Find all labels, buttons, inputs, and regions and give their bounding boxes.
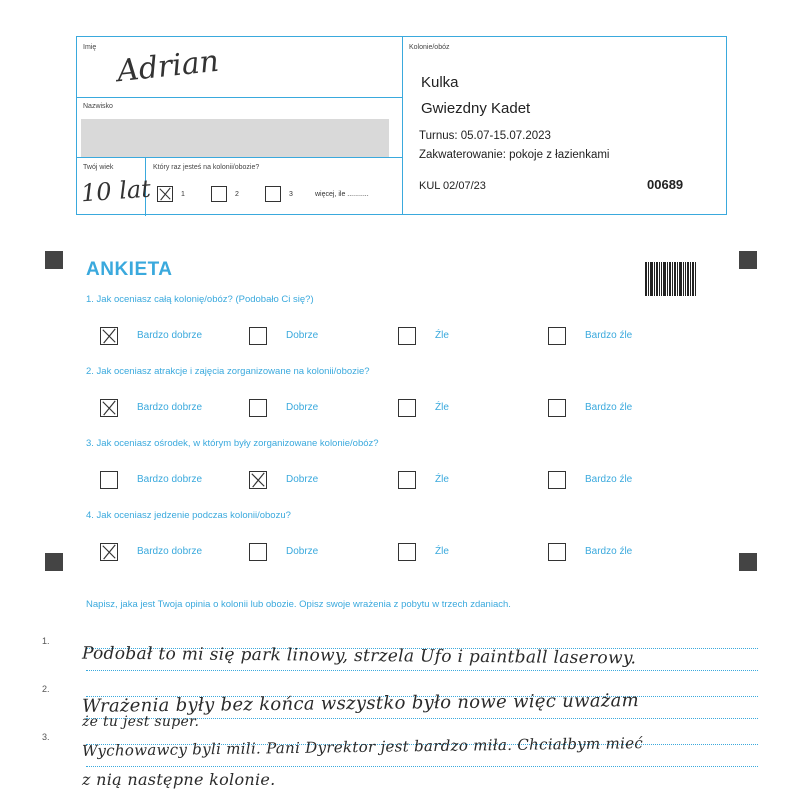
check-x-icon [101, 328, 117, 344]
line-number: 1. [42, 636, 50, 646]
rating-checkbox[interactable] [398, 327, 416, 345]
visit-count-label: 3 [289, 191, 293, 198]
header-row-line [77, 97, 402, 98]
registration-marker [739, 251, 757, 269]
rating-checkbox[interactable] [249, 471, 267, 489]
imie-value: Adrian [115, 43, 221, 90]
check-x-icon [158, 187, 172, 201]
camp-name: Kulka [421, 74, 459, 91]
barcode [645, 262, 700, 296]
rating-checkbox[interactable] [548, 543, 566, 561]
visit-count-label: 1 [181, 191, 185, 198]
registration-marker [739, 553, 757, 571]
rating-option-label: Bardzo źle [585, 330, 633, 341]
rating-option-label: Źle [435, 330, 449, 341]
rating-checkbox[interactable] [249, 543, 267, 561]
camp-program: Gwiezdny Kadet [421, 100, 531, 117]
camp-turnus: Turnus: 05.07-15.07.2023 [419, 130, 551, 142]
rating-checkbox[interactable] [249, 327, 267, 345]
rating-option-label: Bardzo dobrze [137, 546, 203, 557]
line-number: 3. [42, 732, 50, 742]
writing-line [86, 670, 758, 671]
wiek-value: 10 lat [80, 174, 152, 208]
rating-option-label: Dobrze [286, 402, 319, 413]
rating-option-label: Bardzo źle [585, 402, 633, 413]
rating-checkbox[interactable] [100, 471, 118, 489]
rating-option-label: Bardzo dobrze [137, 474, 203, 485]
question-text: 3. Jak oceniasz ośrodek, w którym były zorganizowane kolonie/obóz? [86, 438, 379, 449]
header-row-line [77, 157, 402, 158]
wiecej-label: więcej, ile ........... [315, 191, 369, 198]
answer-line-3b: z nią następne kolonie. [82, 770, 276, 789]
answer-line-3: Wychowawcy byli mili. Pani Dyrektor jest bardzo miła. Chciałbym mieć [81, 734, 644, 760]
line-number: 2. [42, 684, 50, 694]
answer-line-2b: że tu jest super. [82, 714, 200, 730]
rating-option-label: Bardzo dobrze [137, 402, 203, 413]
check-x-icon [250, 472, 266, 488]
rating-checkbox[interactable] [548, 471, 566, 489]
visit-count-checkbox-3[interactable] [265, 186, 281, 202]
ktory-label: Który raz jesteś na kolonii/obozie? [153, 164, 260, 171]
registration-marker [45, 553, 63, 571]
rating-checkbox[interactable] [100, 399, 118, 417]
redacted-surname [81, 119, 389, 157]
visit-count-checkbox-2[interactable] [211, 186, 227, 202]
rating-option-label: Dobrze [286, 546, 319, 557]
answer-line-1: Podobał to mi się park linowy, strzela Ufo i paintball laserowy. [81, 643, 637, 669]
wiek-label: Twój wiek [83, 164, 114, 171]
survey-title: ANKIETA [86, 259, 173, 280]
registration-marker [45, 251, 63, 269]
kolonie-label: Kolonie/obóz [409, 44, 450, 51]
rating-option-label: Źle [435, 402, 449, 413]
rating-option-label: Bardzo źle [585, 546, 633, 557]
camp-code: KUL 02/07/23 [419, 180, 486, 192]
check-x-icon [101, 544, 117, 560]
rating-checkbox[interactable] [100, 327, 118, 345]
nazwisko-label: Nazwisko [83, 103, 113, 110]
writing-line [86, 766, 758, 767]
camp-zakwaterowanie: Zakwaterowanie: pokoje z łazienkami [419, 149, 610, 161]
rating-checkbox[interactable] [548, 327, 566, 345]
check-x-icon [101, 400, 117, 416]
question-text: 1. Jak oceniasz całą kolonię/obóz? (Podobało Ci się?) [86, 294, 314, 305]
rating-checkbox[interactable] [548, 399, 566, 417]
rating-option-label: Dobrze [286, 330, 319, 341]
rating-option-label: Bardzo dobrze [137, 330, 203, 341]
imie-label: Imię [83, 44, 97, 51]
rating-checkbox[interactable] [249, 399, 267, 417]
question-text: 4. Jak oceniasz jedzenie podczas kolonii/obozu? [86, 510, 291, 521]
rating-option-label: Bardzo źle [585, 474, 633, 485]
answer-line-2: Wrażenia były bez końca wszystko było nowe więc uważam [81, 690, 640, 717]
visit-count-label: 2 [235, 191, 239, 198]
form-number: 00689 [647, 177, 684, 192]
header-box [76, 36, 727, 215]
rating-checkbox[interactable] [398, 399, 416, 417]
opinion-prompt: Napisz, jaka jest Twoja opinia o kolonii lub obozie. Opisz swoje wrażenia z pobytu w trzech zdaniach. [86, 599, 511, 610]
header-divider [402, 37, 403, 214]
visit-count-checkbox-1[interactable] [157, 186, 173, 202]
question-text: 2. Jak oceniasz atrakcje i zajęcia zorganizowane na kolonii/obozie? [86, 366, 370, 377]
rating-checkbox[interactable] [100, 543, 118, 561]
rating-option-label: Źle [435, 546, 449, 557]
rating-checkbox[interactable] [398, 471, 416, 489]
rating-option-label: Dobrze [286, 474, 319, 485]
rating-checkbox[interactable] [398, 543, 416, 561]
rating-option-label: Źle [435, 474, 449, 485]
